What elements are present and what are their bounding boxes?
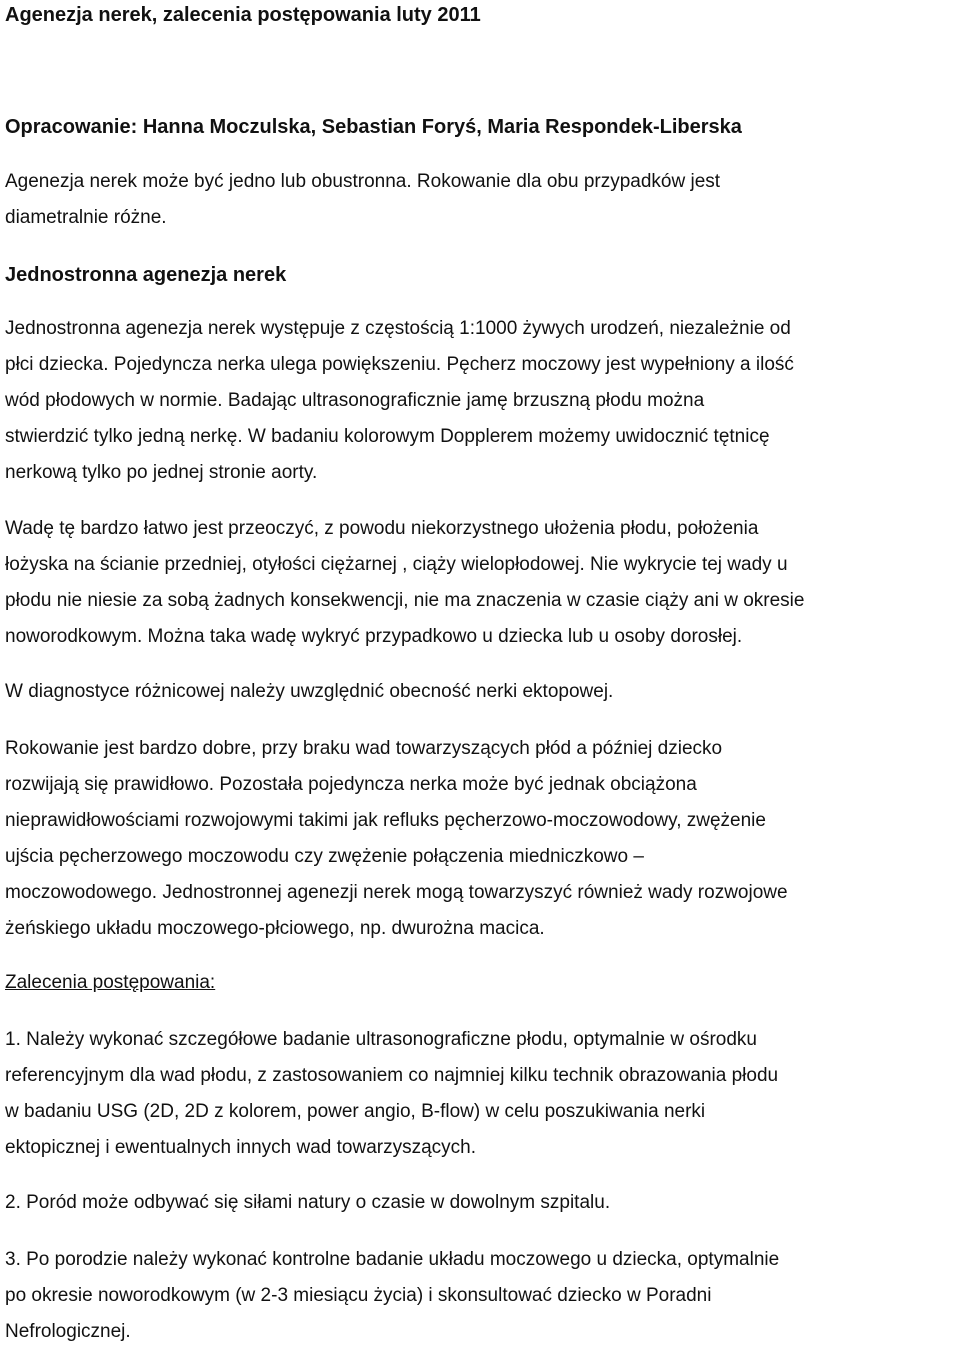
paragraph-line: po okresie noworodkowym (w 2-3 miesiącu życia) i skonsultować dziecko w Poradni xyxy=(5,1285,712,1306)
paragraph-line: nieprawidłowościami rozwojowymi takimi jak refluks pęcherzowo-moczowodowy, zwężenie xyxy=(5,810,766,831)
paragraph-line: noworodkowym. Można taka wadę wykryć przypadkowo u dziecka lub u osoby dorosłej. xyxy=(5,626,743,647)
paragraph-line: W diagnostyce różnicowej należy uwzględnić obecność nerki ektopowej. xyxy=(5,681,614,702)
intro-paragraph xyxy=(5,164,957,236)
paragraph-line: w badaniu USG (2D, 2D z kolorem, power angio, B-flow) w celu poszukiwania nerki xyxy=(5,1101,706,1122)
paragraph-2 xyxy=(5,511,957,655)
paragraph-line: Jednostronna agenezja nerek występuje z częstością 1:1000 żywych urodzeń, niezależnie od xyxy=(5,318,791,339)
paragraph-4 xyxy=(5,731,957,947)
paragraph-line: płodu nie niesie za sobą żadnych konsekwencji, nie ma znaczenia w czasie ciąży ani w okresie xyxy=(5,590,805,611)
paragraph-line: nerkową tylko po jednej stronie aorty. xyxy=(5,462,318,483)
recommendation-2 xyxy=(5,1185,957,1221)
paragraph-line: 3. Po porodzie należy wykonać kontrolne badanie układu moczowego u dziecka, optymalnie xyxy=(5,1249,780,1270)
paragraph-3 xyxy=(5,674,957,710)
paragraph-line: Agenezja nerek może być jedno lub obustronna. Rokowanie dla obu przypadków jest xyxy=(5,171,721,192)
paragraph-line: 1. Należy wykonać szczegółowe badanie ultrasonograficzne płodu, optymalnie w ośrodku xyxy=(5,1029,757,1050)
paragraph-line: moczowodowego. Jednostronnej agenezji nerek mogą towarzyszyć również wady rozwojowe xyxy=(5,882,788,903)
paragraph-line: stwierdzić tylko jedną nerkę. W badaniu kolorowym Dopplerem możemy uwidocznić tętnicę xyxy=(5,426,770,447)
document-title: Agenezja nerek, zalecenia postępowania luty 2011 xyxy=(5,4,481,26)
recommendations-heading: Zalecenia postępowania: xyxy=(5,972,216,993)
paragraph-line: Rokowanie jest bardzo dobre, przy braku wad towarzyszących płód a później dziecko xyxy=(5,738,723,759)
paragraph-line: ektopicznej i ewentualnych innych wad towarzyszących. xyxy=(5,1137,477,1158)
paragraph-line: diametralnie różne. xyxy=(5,207,167,228)
paragraph-line: żeńskiego układu moczowego-płciowego, np. dwurożna macica. xyxy=(5,918,545,939)
paragraph-line: 2. Poród może odbywać się siłami natury o czasie w dowolnym szpitalu. xyxy=(5,1192,611,1213)
paragraph-line: rozwijają się prawidłowo. Pozostała pojedyncza nerka może być jednak obciążona xyxy=(5,774,697,795)
recommendation-1 xyxy=(5,1022,957,1166)
paragraph-1 xyxy=(5,311,957,491)
paragraph-line: łożyska na ścianie przedniej, otyłości ciężarnej , ciąży wielopłodowej. Nie wykrycie tej wady u xyxy=(5,554,788,575)
section-heading: Jednostronna agenezja nerek xyxy=(5,264,287,286)
paragraph-line: wód płodowych w normie. Badając ultrasonograficznie jamę brzuszną płodu można xyxy=(5,390,705,411)
paragraph-line: ujścia pęcherzowego moczowodu czy zwężenie połączenia miedniczkowo – xyxy=(5,846,644,867)
recommendation-3 xyxy=(5,1242,957,1350)
document-authors: Opracowanie: Hanna Moczulska, Sebastian Foryś, Maria Respondek-Liberska xyxy=(5,116,742,138)
paragraph-line: Wadę tę bardzo łatwo jest przeoczyć, z powodu niekorzystnego ułożenia płodu, położenia xyxy=(5,518,759,539)
paragraph-line: referencyjnym dla wad płodu, z zastosowaniem co najmniej kilku technik obrazowania płodu xyxy=(5,1065,779,1086)
paragraph-line: płci dziecka. Pojedyncza nerka ulega powiększeniu. Pęcherz moczowy jest wypełniony a ilość xyxy=(5,354,794,375)
paragraph-line: Nefrologicznej. xyxy=(5,1321,131,1342)
